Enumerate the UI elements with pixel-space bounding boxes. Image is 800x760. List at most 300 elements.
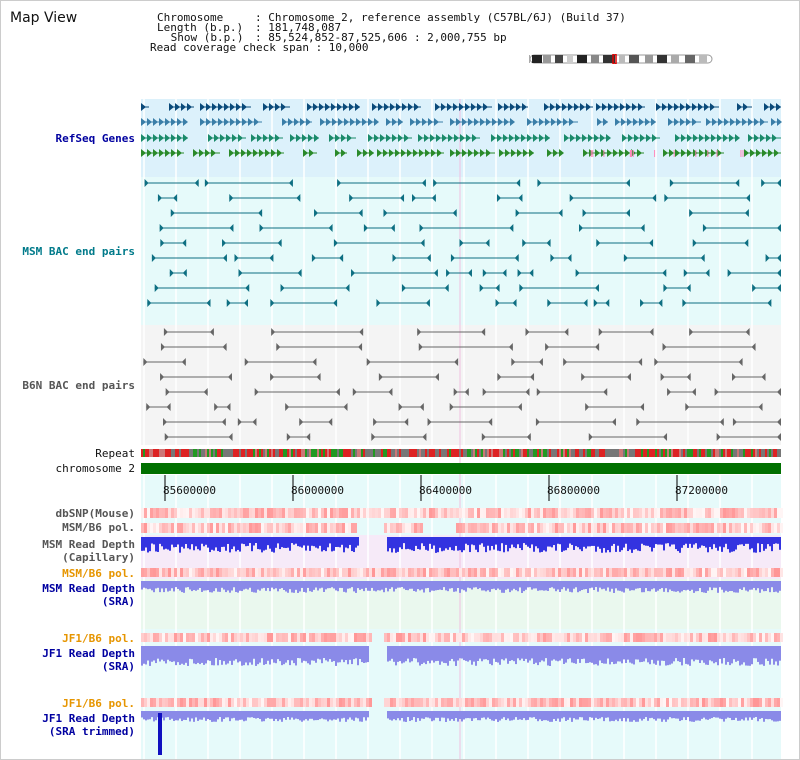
depth-bar [569,537,571,544]
heat-cell [258,523,261,533]
heat-cell [225,633,228,642]
repeat-block [739,449,741,457]
heat-cell [612,508,615,518]
heat-cell [654,523,657,533]
repeat-block [193,449,195,457]
heat-cell [330,633,333,642]
heat-cell [309,568,312,577]
depth-bar [281,711,283,722]
heat-cell [585,523,588,533]
heat-cell [588,508,591,518]
heat-cell [672,508,675,518]
heat-cell [564,568,567,577]
depth-bar [611,646,613,662]
depth-bar [215,646,217,658]
repeat-block [479,449,481,457]
depth-bar [429,711,431,718]
depth-bar [421,537,423,543]
repeat-block [259,449,261,457]
heat-cell [552,508,555,518]
depth-bar [671,537,673,545]
depth-bar [391,711,393,721]
heat-cell [645,633,648,642]
heat-cell [540,633,543,642]
depth-bar [489,711,491,719]
depth-bar [553,711,555,719]
heat-cell [690,633,693,642]
heat-cell [189,508,192,518]
depth-bar [673,646,675,661]
heat-cell [510,508,513,518]
heat-cell [285,568,288,577]
heat-cell [324,633,327,642]
depth-bar [405,581,407,590]
depth-bar [553,646,555,659]
depth-bar [601,537,603,553]
depth-bar [269,646,271,665]
heat-cell [657,633,660,642]
heat-cell [756,698,759,707]
heat-cell [288,633,291,642]
heat-cell [729,523,732,533]
depth-bar [469,537,471,552]
heat-cell [480,568,483,577]
heat-cell [696,523,699,533]
depth-bar [283,537,285,548]
repeat-block [331,449,333,457]
repeat-block [477,449,479,457]
heat-cell [726,523,729,533]
depth-bar [427,537,429,551]
heat-cell [213,568,216,577]
heat-cell [435,508,438,518]
depth-bar [341,711,343,718]
heat-cell [141,523,144,533]
heat-cell [399,508,402,518]
depth-bar [589,537,591,546]
depth-bar [417,711,419,718]
depth-bar [165,581,167,588]
heat-cell [357,508,360,518]
repeat-block [581,449,583,457]
heat-cell [438,633,441,642]
depth-bar [629,581,631,591]
heat-cell [714,698,717,707]
heat-cell [513,633,516,642]
depth-bar [221,581,223,588]
heat-cell [687,698,690,707]
repeat-block [575,449,577,457]
depth-bar [509,711,511,721]
chromosome-ideogram[interactable] [529,54,713,64]
depth-bar [345,711,347,722]
depth-bar [341,646,343,660]
repeat-block [513,449,515,457]
heat-cell [540,508,543,518]
depth-bar [703,711,705,718]
depth-bar [525,711,527,720]
heat-cell [729,698,732,707]
heat-cell [705,698,708,707]
depth-bar [477,711,479,720]
heat-cell [444,508,447,518]
heat-cell [627,633,630,642]
depth-bar [469,646,471,660]
heat-cell [327,508,330,518]
heat-cell [723,633,726,642]
depth-bar [555,581,557,591]
depth-bar [549,581,551,588]
depth-bar [443,646,445,663]
depth-bar [313,581,315,590]
depth-bar [659,581,661,589]
heat-cell [420,568,423,577]
heat-cell [159,698,162,707]
depth-bar [363,581,365,591]
heat-cell [324,698,327,707]
depth-bar [647,646,649,662]
heat-cell [660,698,663,707]
depth-bar [171,537,173,545]
heat-cell [147,568,150,577]
depth-bar [601,711,603,717]
heat-cell [696,508,699,518]
depth-bar [307,581,309,588]
depth-bar [607,711,609,717]
repeat-block [395,449,397,457]
depth-bar [511,581,513,590]
heat-cell [669,523,672,533]
chromosome-value: : Chromosome 2, reference assembly (C57BL/6J) (Build 37) [255,11,626,24]
repeat-block [315,449,317,457]
depth-bar [311,646,313,660]
depth-bar [305,711,307,719]
depth-bar [447,581,449,591]
depth-bar [299,646,301,658]
depth-bar [697,581,699,591]
depth-bar [589,581,591,588]
repeat-block [265,449,267,457]
repeat-block [367,449,369,457]
depth-bar [423,581,425,592]
depth-bar [269,537,271,549]
depth-bar [497,711,499,722]
depth-bar [229,646,231,661]
depth-bar [533,646,535,664]
depth-bar [521,537,523,550]
depth-bar [205,581,207,590]
heat-cell [465,568,468,577]
depth-bar [563,646,565,664]
heat-cell [558,508,561,518]
depth-bar [579,537,581,549]
depth-bar [533,711,535,717]
heat-cell [666,568,669,577]
depth-bar [351,711,353,720]
depth-bar [225,711,227,717]
depth-bar [701,711,703,719]
repeat-block [197,449,199,457]
depth-bar [447,711,449,718]
depth-bar [219,711,221,717]
depth-bar [279,646,281,661]
depth-bar [667,646,669,665]
depth-bar [485,646,487,659]
heat-cell [744,508,747,518]
depth-bar [255,581,257,593]
heat-cell [531,523,534,533]
heat-cell [513,698,516,707]
depth-bar [241,537,243,544]
heat-cell [408,508,411,518]
heat-cell [546,568,549,577]
depth-bar [677,537,679,551]
heat-cell [510,698,513,707]
heat-cell [462,568,465,577]
depth-bar [287,537,289,548]
depth-bar [541,537,543,552]
depth-bar [197,646,199,663]
heat-cell [183,698,186,707]
depth-bar [719,581,721,587]
heat-cell [249,633,252,642]
depth-bar [199,711,201,720]
depth-bar [779,711,781,721]
heat-cell [474,508,477,518]
depth-bar [653,711,655,719]
depth-bar [579,646,581,663]
heat-cell [183,568,186,577]
depth-bar [141,711,143,717]
heat-cell [252,508,255,518]
heat-cell [435,698,438,707]
heat-cell [168,568,171,577]
depth-bar [159,646,161,661]
heat-cell [627,698,630,707]
depth-bar [759,581,761,593]
depth-bar [261,711,263,721]
heat-cell [714,508,717,518]
depth-bar [295,537,297,544]
depth-bar [337,711,339,718]
depth-bar [609,646,611,664]
repeat-block [591,449,593,457]
depth-bar [627,537,629,551]
depth-bar [777,537,779,544]
depth-bar [321,646,323,663]
heat-cell [642,523,645,533]
depth-bar [207,646,209,660]
depth-bar [365,711,367,721]
depth-bar [215,581,217,588]
repeat-block [515,449,517,457]
depth-bar [583,646,585,659]
depth-bar [157,646,159,659]
heat-cell [267,523,270,533]
repeat-block [253,449,255,457]
heat-cell [495,633,498,642]
depth-bar [175,537,177,547]
depth-bar [399,646,401,661]
repeat-block [459,449,461,457]
heat-cell [357,568,360,577]
heat-cell [153,698,156,707]
heat-cell [606,523,609,533]
repeat-block [155,449,157,457]
depth-bar [211,581,213,592]
heat-cell [570,523,573,533]
depth-bar [563,537,565,551]
depth-bar [415,537,417,546]
heat-cell [420,633,423,642]
heat-cell [342,508,345,518]
heat-cell [384,698,387,707]
depth-bar [737,537,739,545]
heat-cell [204,698,207,707]
depth-bar [277,537,279,543]
heat-cell [189,698,192,707]
repeat-block [221,449,223,457]
heat-cell [681,508,684,518]
heat-cell [246,698,249,707]
depth-bar [661,537,663,545]
heat-cell [246,568,249,577]
heat-cell [285,508,288,518]
depth-bar [239,646,241,661]
depth-bar [451,581,453,588]
repeat-block [495,449,497,457]
heat-cell [426,633,429,642]
heat-cell [633,698,636,707]
heat-cell [765,508,768,518]
heat-cell [171,523,174,533]
repeat-block [285,449,287,457]
heat-cell [747,633,750,642]
repeat-block [593,449,595,457]
depth-bar [425,711,427,717]
repeat-block [203,449,205,457]
heat-cell [717,523,720,533]
depth-bar [251,537,253,551]
depth-bar [577,581,579,592]
ideogram-band [577,55,587,63]
depth-bar [503,581,505,593]
heat-cell [702,633,705,642]
depth-bar [255,646,257,666]
heat-cell [420,508,423,518]
heat-cell [189,633,192,642]
depth-bar [237,646,239,662]
depth-bar [691,537,693,548]
repeat-block [245,449,247,457]
depth-bar [283,711,285,718]
repeat-block [423,449,425,457]
repeat-block [571,449,573,457]
depth-bar [251,646,253,665]
heat-cell [672,568,675,577]
depth-bar [383,581,385,592]
heat-cell [201,523,204,533]
depth-bar [511,537,513,545]
depth-bar [177,646,179,662]
repeat-block [207,449,209,457]
axis-tick-label: 86000000 [291,484,344,497]
depth-bar [519,646,521,660]
repeat-block [413,449,415,457]
depth-bar [547,711,549,721]
heat-cell [465,523,468,533]
heat-cell [279,523,282,533]
heat-cell [738,568,741,577]
depth-bar [189,646,191,659]
depth-bar [141,537,143,551]
depth-bar [189,537,191,549]
heat-cell [354,568,357,577]
depth-bar [689,646,691,666]
repeat-block [187,449,189,457]
depth-bar [403,711,405,722]
heat-cell [366,633,369,642]
heat-cell [279,568,282,577]
depth-bar [325,711,327,720]
heat-cell [417,698,420,707]
repeat-block [141,449,143,457]
depth-bar [479,646,481,659]
heat-cell [297,508,300,518]
depth-bar [653,537,655,548]
repeat-block [353,449,355,457]
depth-bar [491,581,493,589]
depth-bar [513,581,515,589]
depth-bar [267,646,269,661]
heat-cell [282,633,285,642]
depth-bar [387,711,389,718]
heat-cell [480,633,483,642]
heat-cell [774,698,777,707]
heat-cell [249,698,252,707]
jf1-b6-pol-label-2: JF1/B6 pol. [62,697,135,710]
depth-bar [705,537,707,548]
depth-bar [729,646,731,665]
repeat-block [499,449,501,457]
depth-bar [397,537,399,552]
heat-cell [534,698,537,707]
heat-cell [603,698,606,707]
jf1-b6-pol-label: JF1/B6 pol. [62,632,135,645]
depth-bar [351,646,353,664]
heat-cell [174,508,177,518]
repeat-block [379,449,381,457]
repeat-block [407,449,409,457]
heat-cell [300,568,303,577]
depth-bar [451,711,453,719]
heat-cell [282,508,285,518]
depth-bar [551,646,553,661]
depth-bar [561,646,563,659]
depth-spike [158,713,162,755]
depth-bar [473,581,475,588]
depth-bar [215,537,217,547]
heat-cell [498,523,501,533]
repeat-block [229,449,231,457]
heat-cell [525,633,528,642]
ideogram-band [619,55,625,63]
repeat-block [563,449,565,457]
heat-cell [588,633,591,642]
heat-cell [582,508,585,518]
depth-bar [579,581,581,591]
depth-bar [553,581,555,589]
